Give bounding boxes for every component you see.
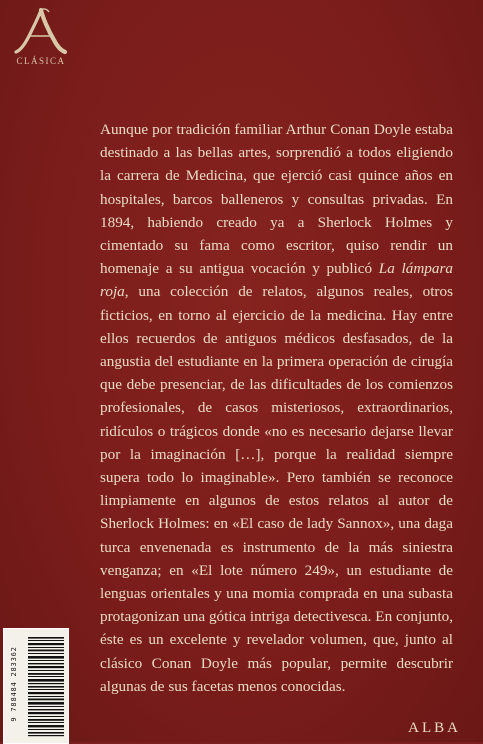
blurb-title-italic: La lámpara roja xyxy=(100,260,454,301)
blurb-text-1: Aunque por tradición familiar Arthur Conan Doyle estaba destinado a las bellas artes, sorprendió a todos eligiendo la carrera de Medicina, que ejerció casi quince años en hospitales, barcos balleneros y consultas privadas. En 1894, habiendo creado ya a Sherlock Holmes y cimentado su fama como escritor, quiso rendir un homenaje a su antigua vocación y publicó xyxy=(100,121,453,278)
publisher-brand: ALBA xyxy=(408,720,461,736)
back-cover-blurb xyxy=(100,118,453,698)
blurb-text-2: , una colección de relatos, algunos reales, otros ficticios, en torno al ejercicio de la medicina. Hay entre ellos recuerdos de antiguos médicos desfasados, de la angustia del estudiante en la primera operación de cirugía que debe presenciar, de las dificultades de los comienzos profesionales, de casos misteriosos, extraordinarios, ridículos o trágicos donde «no es necesario dejarse llevar por la imaginación […], porque la realidad siempre supera todo lo imaginable». Pero también se reconoce limpiamente en algunos de estos relatos al autor de Sherlock Holmes: en «El caso de lady Sannox», una daga turca envenenada es instrumento de la más siniestra venganza; en «El lote número 249», un estudiante de lenguas orientales y una momia comprada en una subasta protagonizan una gótica intriga detectivesca. En conjunto, éste es un excelente y revelador volumen, que, junto al clásico Conan Doyle más popular, permite descubrir algunas de sus facetas menos conocidas. xyxy=(100,283,453,695)
logo-label: CLÁSICA xyxy=(16,56,66,66)
isbn-number: 9 788484 283362 xyxy=(10,646,18,722)
isbn-barcode xyxy=(3,628,69,744)
